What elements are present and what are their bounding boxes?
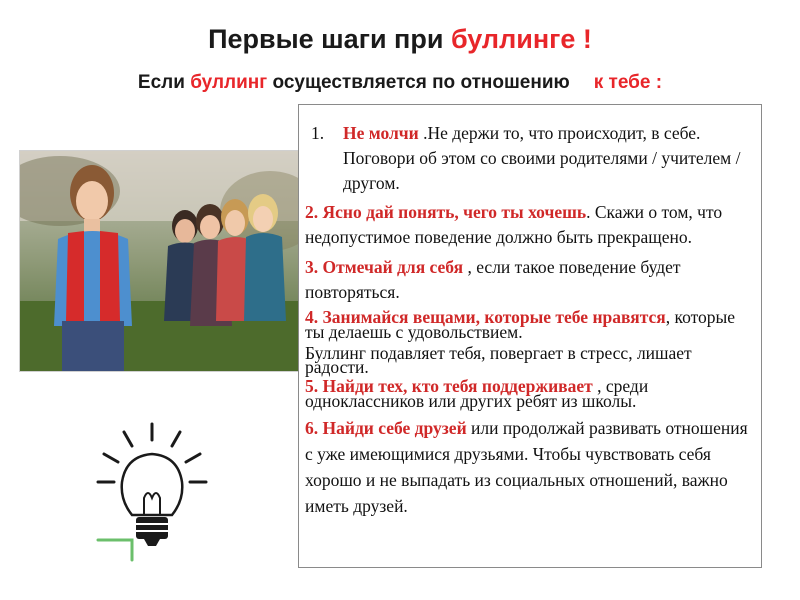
list-item-5: 5. Найди тех, кто тебя поддерживает , среди одноклассников или других ребят из школы. — [305, 376, 649, 411]
bullying-photo — [19, 150, 299, 372]
list-item-6: 6. Найди себе друзей или продолжай развивать отношения с уже имеющимися друзьями. Чтобы чувствовать себя хорошо и не выпадать из социальных отношений, важно иметь друзей. — [305, 418, 748, 516]
list-item-2: 2. Ясно дай понять, чего ты хочешь. Скажи о том, что недопустимое поведение должно быть прекращено. — [305, 202, 723, 247]
overlay-text: Буллинг подавляет тебя, повергает в стресс, лишает радости. — [305, 343, 692, 377]
page-subtitle: Если буллинг осуществляется по отношению к тебе : — [137, 72, 663, 93]
list-item-3: 3. Отмечай для себя , если такое поведение будет повторяться. — [305, 257, 681, 302]
list-item-1: 1. Не молчи .Не держи то, что происходит, в себе. Поговори об этом со своими родителями / учителем / другом. — [311, 123, 741, 193]
list-item-4: 4. Занимайся вещами, которые тебе нравятся, которые ты делаешь с удовольствием. — [305, 307, 736, 342]
lightbulb-icon — [92, 420, 212, 565]
advice-list — [298, 104, 762, 568]
page-title: Первые шаги при буллинге ! — [208, 24, 592, 54]
